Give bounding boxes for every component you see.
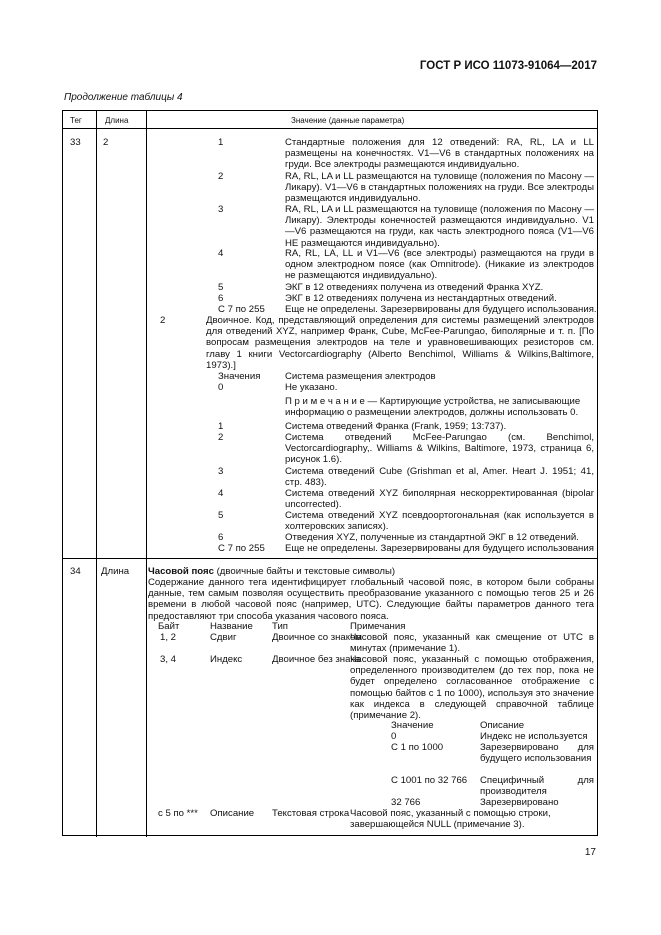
header-tag: Тег	[70, 116, 82, 125]
placement-description: Стандартные положения для 12 отведений: RA, RL, LA и LL размещены на конечностях. V1—V6 в стандартных положениях на груди. Все электроды размещаются индивидуально.	[285, 137, 594, 171]
index-value: С 1 по 1000	[391, 742, 444, 753]
system-description: Система отведений XYZ псевдоортогональная (как используется в холтеровских записях).	[285, 510, 594, 533]
parameter-table	[62, 110, 598, 836]
col-byte-header: Байт	[158, 621, 180, 632]
byte-name: Индекс	[210, 654, 243, 665]
placement-code: 4	[218, 248, 224, 259]
placement-code: 1	[218, 137, 224, 148]
index-value: 32 766	[391, 797, 421, 808]
note-text: — Картирующие устройства, не записывающие информацию о размещении электродов, должны использовать 0.	[285, 396, 581, 419]
column-divider	[96, 111, 97, 837]
index-description: Зарезервировано для будущего использования	[480, 742, 594, 765]
placement-code: 2	[218, 171, 224, 182]
system-code: 5	[218, 510, 224, 521]
system-code: 3	[218, 466, 224, 477]
system-description: Система отведений Cube (Grishman et al, Amer. Heart J. 1951; 41, стр. 483).	[285, 466, 594, 489]
document-title: ГОСТ Р ИСО 11073-91064—2017	[419, 60, 597, 72]
col-type-header: Тип	[272, 621, 288, 632]
col-name-header: Название	[210, 621, 253, 632]
placement-code: С 7 по 255	[218, 304, 265, 315]
byte-name: Описание	[210, 808, 255, 819]
row34-length: Длина	[101, 566, 130, 577]
index-description: Индекс не используется	[480, 731, 588, 742]
index-value: 0	[391, 731, 397, 742]
page-number: 17	[584, 847, 596, 858]
byte-type: Двоичное со знаком	[272, 632, 362, 643]
index-value: С 1001 по 32 766	[391, 775, 468, 786]
column-divider	[146, 111, 147, 837]
byte-notes: Часовой пояс, указанный как смещение от UTC в минутах (примечание 1).	[350, 632, 594, 655]
system-code: 1	[218, 421, 224, 432]
row-divider	[63, 558, 597, 559]
system-description: Еще не определены. Зарезервированы для будущего использования	[285, 543, 594, 554]
subtable-value-header: Значение	[391, 720, 434, 731]
values-header: Значения	[218, 371, 261, 382]
note	[285, 396, 594, 418]
table-continuation-caption: Продолжение таблицы 4	[64, 92, 183, 103]
timezone-title	[148, 566, 395, 577]
placement-description: ЭКГ в 12 отведениях получена из отведений Франка XYZ.	[285, 282, 544, 293]
index-description: Зарезервировано	[480, 797, 559, 808]
placement-code: 3	[218, 204, 224, 215]
row33-tag: 33	[70, 137, 81, 148]
timezone-title-bold: Часовой пояс	[148, 566, 214, 577]
byte-type: Двоичное без знака	[272, 654, 361, 665]
header-length: Длина	[105, 116, 129, 125]
system-code: 0	[218, 382, 224, 393]
system-description: Система отведений XYZ биполярная нескорректированная (bipolar uncorrected).	[285, 488, 594, 511]
system-code: 4	[218, 488, 224, 499]
system-description: Отведения XYZ, полученные из стандартной ЭКГ в 12 отведений.	[285, 532, 579, 543]
system-code: 6	[218, 532, 224, 543]
header-value: Значение (данные параметра)	[291, 116, 405, 125]
byte-value: 3, 4	[160, 654, 177, 665]
byte-type: Текстовая строка	[272, 808, 350, 819]
index-description: Специфичный для производителя	[480, 775, 594, 798]
xyz-system-description: Двоичное. Код, представляющий определения для системы размещений электродов для отведений XYZ, например Франк, Cube, McFee-Parungao, биполярные и т. п. [По вопросам размещения электродов на теле и уравновешивающих резисторов см. главу 1 книги Vectorcardiography (Alberto Benchimol, Williams & Wilkins,Baltimore, 1973).]	[206, 315, 594, 371]
placement-description: RA, RL, LA, LL и V1—V6 (все электроды) размещаются на груди в одном электродном поясе (как Omnitrode). (Никакие из электродов не размещаются индивидуально).	[285, 248, 594, 282]
system-code: 2	[218, 432, 224, 443]
byte-notes: Часовой пояс, указанный с помощью отображения, определенного производителем (до тех пор, пока не будет определено согласованное отображение с помощью байтов с 1 по 1000), используя это значение как индекса в следующей справочной таблице (примечание 2).	[350, 654, 594, 722]
note-label: П р и м е ч а н и е	[285, 396, 365, 407]
system-code: С 7 по 255	[218, 543, 265, 554]
subtable-desc-header: Описание	[480, 720, 525, 731]
byte-value: с 5 по ***	[158, 808, 198, 819]
placement-description: RA, RL, LA и LL размещаются на туловище (положения по Масону — Ликару). V1—V6 в стандартных положениях на груди. Все электроды размещаются индивидуально.	[285, 171, 594, 205]
timezone-title-rest: (двоичные байты и текстовые символы)	[213, 566, 396, 577]
placement-description: Еще не определены. Зарезервированы для будущего использования.	[285, 304, 597, 315]
byte-value: 1, 2	[160, 632, 177, 643]
system-description: Не указано.	[285, 382, 338, 393]
timezone-description: Содержание данного тега идентифицирует глобальный часовой пояс, в котором были собраны данные, тем самым позволяя осуществить преобразование указанного с помощью тегов 25 и 26 времени в любой часовой пояс (например, UTC). Следующие байты параметров данного тега предоставляют три способа указания часового пояса.	[148, 577, 594, 622]
row34-tag: 34	[70, 566, 81, 577]
system-description: Система отведений McFee-Parungao (см. Benchimol, Vectorcardiography,. Williams & Wilkins, Baltimore, 1973, страница 6, рисунок 1.6).	[285, 432, 594, 466]
parameter-byte-number: 2	[160, 315, 166, 326]
system-description: Система отведений Франка (Frank, 1959; 13:737).	[285, 421, 507, 432]
col-notes-header: Примечания	[350, 621, 406, 632]
placement-description: ЭКГ в 12 отведениях получена из нестандартных отведений.	[285, 293, 557, 304]
placement-code: 6	[218, 293, 224, 304]
header-divider	[63, 128, 597, 129]
row33-length: 2	[103, 137, 109, 148]
byte-notes: Часовой пояс, указанный с помощью строки, завершающейся NULL (примечание 3).	[350, 808, 551, 831]
placement-description: RA, RL, LA и LL размещаются на туловище (положения по Масону — Ликару). Электроды конечностей размещаются индивидуально. V1—V6 размещаются на груди, как часть электродного пояса (V1—V6 НЕ размещаются индивидуально).	[285, 204, 594, 249]
placement-code: 5	[218, 282, 224, 293]
system-header: Система размещения электродов	[285, 371, 436, 382]
byte-name: Сдвиг	[210, 632, 237, 643]
